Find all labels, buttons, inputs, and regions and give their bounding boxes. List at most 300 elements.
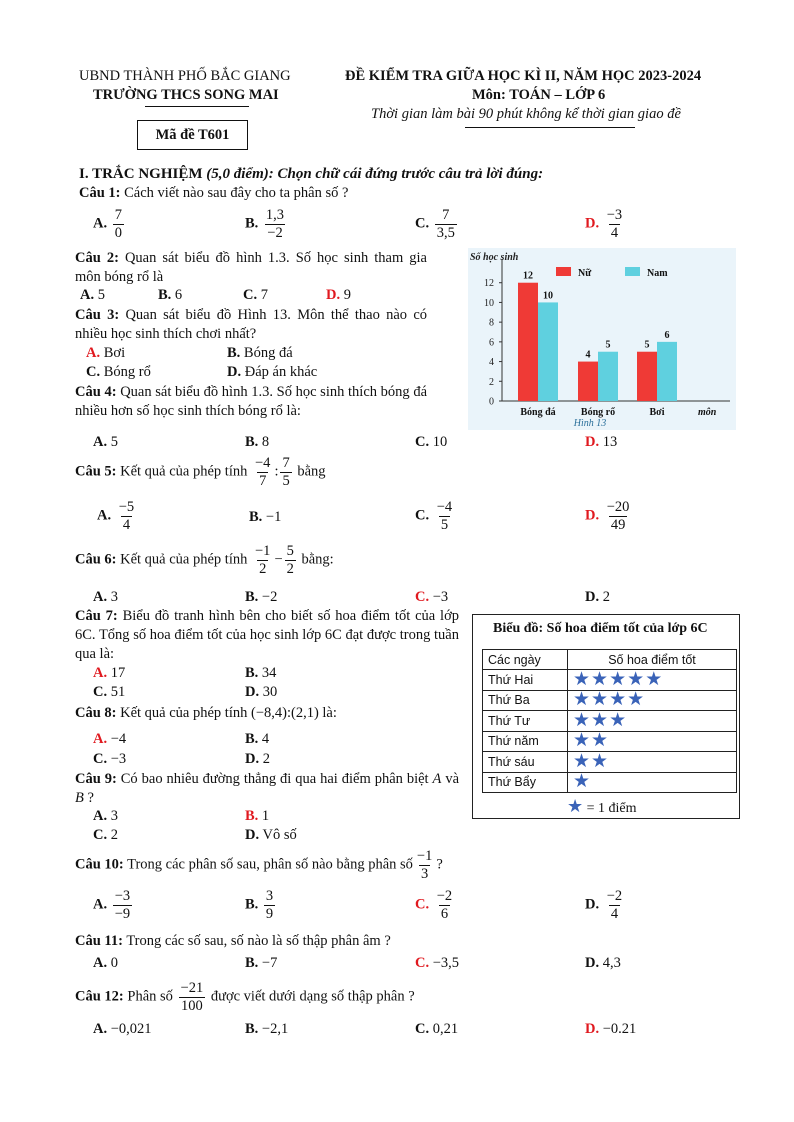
pictograph-title: Biểu đồ: Số hoa điểm tốt của lớp 6C — [493, 621, 708, 636]
opt-text: 2 — [110, 827, 118, 843]
legend-swatch-nữ — [556, 267, 571, 276]
q2-option-a[interactable] — [80, 287, 105, 304]
q11-label: Câu 11: — [75, 933, 123, 949]
denominator: 3,5 — [436, 224, 455, 241]
star-icon: ★ — [573, 709, 592, 731]
bar-value-label: 10 — [543, 290, 553, 302]
star-icon: ★ — [645, 668, 664, 690]
q4-stem — [75, 383, 427, 421]
star-icon: ★ — [573, 771, 592, 793]
numerator: 7 — [282, 455, 290, 471]
fraction — [605, 499, 632, 533]
bar-value-label: 6 — [664, 329, 670, 341]
q3-option-d[interactable] — [227, 364, 317, 381]
numerator: −3 — [606, 207, 623, 223]
q2-option-c[interactable] — [243, 287, 268, 304]
pictograph-day: Thứ Tư — [483, 711, 568, 732]
q9-stem — [75, 770, 459, 808]
fraction — [605, 207, 624, 241]
denominator: 49 — [610, 516, 626, 533]
opt-text: 10 — [432, 434, 448, 450]
opt-text: 0,21 — [432, 1021, 459, 1037]
bar-value-label: 5 — [644, 339, 650, 351]
opt-letter: D. — [585, 896, 600, 913]
pictograph-day: Thứ Ba — [483, 690, 568, 711]
bar-nam-1 — [598, 352, 618, 401]
y-tick-label: 0 — [489, 396, 494, 408]
q8-post: là: — [322, 705, 337, 721]
opt-letter: C. — [93, 684, 108, 700]
q11-option-a[interactable] — [93, 955, 118, 972]
y-axis-label: Số học sinh — [470, 252, 519, 263]
q12-pre: Phân số — [127, 988, 173, 1005]
opt-text: −3 — [432, 589, 449, 605]
opt-letter: B. — [158, 287, 172, 303]
header-left-line1: UBND THÀNH PHỐ BẮC GIANG — [79, 68, 291, 84]
fraction — [435, 888, 454, 922]
opt-letter: A. — [93, 434, 108, 450]
opt-letter: D. — [585, 215, 600, 232]
q8-option-a[interactable] — [93, 731, 126, 748]
q3-text: Quan sát biểu đồ Hình 13. Môn thể thao nào có nhiều học sinh thích chơi nhất? — [75, 307, 428, 342]
q10-option-b[interactable] — [245, 888, 277, 922]
opt-letter: C. — [415, 434, 430, 450]
opt-text: 9 — [343, 287, 351, 303]
star-icon: ★ — [573, 668, 592, 690]
denominator: 5 — [282, 472, 290, 489]
opt-text: Đáp án khác — [244, 364, 318, 380]
y-tick-label: 4 — [489, 357, 494, 369]
q9-option-c[interactable] — [93, 827, 118, 844]
opt-text: 7 — [260, 287, 268, 303]
star-icon: ★ — [573, 750, 592, 772]
opt-text: 8 — [261, 434, 270, 450]
q1-stem — [79, 185, 348, 202]
q5-option-d[interactable] — [585, 499, 633, 533]
opt-text: 34 — [261, 665, 277, 681]
q10-text: Trong các phân số sau, phân số nào bằng phân số — [127, 856, 413, 873]
numerator: −3 — [114, 888, 131, 904]
q10-option-a[interactable] — [93, 888, 134, 922]
star-icon: ★ — [573, 730, 592, 752]
q6-option-d[interactable] — [585, 589, 610, 606]
pictograph-col1-header: Các ngày — [483, 650, 568, 670]
denominator: 2 — [259, 560, 267, 577]
opt-text: 13 — [602, 434, 618, 450]
fraction — [280, 455, 291, 489]
star-icon: ★ — [591, 668, 610, 690]
opt-letter: B. — [245, 665, 259, 681]
section1-heading — [79, 166, 543, 183]
q10-stem — [75, 848, 443, 882]
opt-text: 4,3 — [602, 955, 621, 971]
opt-letter: D. — [585, 434, 600, 450]
opt-letter: D. — [585, 1021, 600, 1037]
q4-option-d[interactable] — [585, 434, 617, 451]
q8-label: Câu 8: — [75, 705, 117, 721]
opt-letter: A. — [93, 665, 108, 681]
denominator: 4 — [122, 516, 131, 533]
chart-layer — [470, 252, 730, 429]
opt-letter: A. — [93, 589, 108, 605]
q7-option-a[interactable] — [93, 665, 125, 682]
q7-label: Câu 7: — [75, 608, 118, 624]
denominator: 5 — [440, 516, 449, 533]
q8-option-b[interactable] — [245, 731, 269, 748]
star-icon: ★ — [609, 709, 628, 731]
q2-label: Câu 2: — [75, 250, 119, 266]
numerator: −4 — [255, 455, 271, 471]
opt-letter: A. — [97, 507, 112, 524]
opt-letter: B. — [249, 509, 263, 525]
legend-swatch-nam — [625, 267, 640, 276]
q8-option-d[interactable] — [245, 751, 270, 768]
numerator: −1 — [416, 848, 433, 864]
opt-text: −3 — [110, 751, 127, 767]
numerator: −2 — [606, 888, 623, 904]
fraction — [605, 888, 624, 922]
q5-option-c[interactable] — [415, 499, 456, 533]
q5-label: Câu 5: — [75, 463, 117, 480]
pictograph-col2-header: Số hoa điểm tốt — [568, 650, 737, 670]
q12-stem — [75, 980, 415, 1014]
opt-text: −3,5 — [432, 955, 460, 971]
exam-code: Mã đề T601 — [155, 126, 230, 143]
q11-stem — [75, 933, 391, 950]
opt-text: 2 — [262, 751, 270, 767]
q6-label: Câu 6: — [75, 551, 117, 568]
q4-option-b[interactable] — [245, 434, 269, 451]
opt-letter: C. — [415, 955, 430, 971]
denominator: 4 — [610, 224, 619, 241]
q3-option-a[interactable] — [86, 345, 125, 362]
opt-letter: C. — [415, 589, 430, 605]
q8-pre: Kết quả của phép tính — [120, 705, 248, 721]
opt-letter: A. — [80, 287, 95, 303]
pictograph-legend — [567, 796, 637, 817]
opt-letter: B. — [245, 589, 259, 605]
q5-post: bằng — [297, 463, 326, 480]
fraction — [285, 543, 296, 577]
opt-text: −2,1 — [261, 1021, 289, 1037]
fraction — [179, 980, 206, 1014]
star-icon: ★ — [567, 796, 584, 816]
pictograph-stars — [568, 711, 737, 732]
pictograph-header-row — [483, 650, 737, 670]
q6-stem — [75, 543, 334, 577]
numerator: −4 — [436, 499, 453, 515]
opt-text: −7 — [261, 955, 278, 971]
q12-post: được viết dưới dạng số thập phân ? — [210, 988, 415, 1005]
bar-nữ-2 — [637, 352, 657, 401]
opt-text: Bơi — [103, 345, 126, 361]
denominator: 3 — [421, 865, 429, 882]
fraction — [435, 499, 454, 533]
q12-option-b[interactable] — [245, 1021, 288, 1038]
opt-letter: A. — [93, 731, 108, 747]
y-tick-label: 8 — [489, 317, 494, 329]
q1-option-c[interactable] — [415, 207, 459, 241]
q10-option-d[interactable] — [585, 888, 626, 922]
opt-text: 1 — [261, 808, 270, 824]
opt-letter: D. — [245, 684, 260, 700]
opt-letter: C. — [415, 507, 430, 524]
opt-text: Vô số — [262, 827, 297, 843]
opt-letter: C. — [415, 215, 430, 232]
fraction — [264, 888, 275, 922]
y-tick-label: 2 — [489, 376, 494, 388]
legend-label: Nữ — [578, 268, 592, 279]
pictograph-day: Thứ sáu — [483, 752, 568, 773]
q10-option-c[interactable] — [415, 888, 456, 922]
opt-letter: C. — [415, 1021, 430, 1037]
opt-letter: D. — [326, 287, 341, 303]
opt-text: 2 — [602, 589, 610, 605]
opt-letter: C. — [93, 827, 108, 843]
opt-text: −1 — [265, 509, 282, 525]
denominator: 0 — [114, 224, 122, 241]
fraction — [117, 499, 136, 533]
bar-value-label: 12 — [523, 270, 533, 282]
q1-text: Cách viết nào sau đây cho ta phân số ? — [124, 185, 349, 201]
opt-text: −2 — [261, 589, 278, 605]
q12-option-c[interactable] — [415, 1021, 458, 1038]
star-icon: ★ — [627, 689, 646, 711]
bar-nam-2 — [657, 342, 677, 401]
opt-text: −4 — [110, 731, 127, 747]
denominator: 6 — [440, 905, 449, 922]
x-tick-label: Bóng rổ — [580, 407, 616, 418]
q5-stem — [75, 455, 326, 489]
q9-option-d[interactable] — [245, 827, 297, 844]
q6-pre: Kết quả của phép tính — [120, 551, 248, 568]
exam-code-box — [137, 120, 248, 150]
numerator: −5 — [118, 499, 135, 515]
opt-text: 0 — [110, 955, 118, 971]
opt-text: 6 — [174, 287, 183, 303]
q6-post: bằng: — [301, 551, 334, 568]
opt-letter: B. — [245, 731, 259, 747]
operator: : — [274, 463, 279, 480]
q8-option-c[interactable] — [93, 751, 126, 768]
denominator: 2 — [286, 560, 294, 577]
q6-option-a[interactable] — [93, 589, 118, 606]
q4-label: Câu 4: — [75, 384, 117, 400]
q12-label: Câu 12: — [75, 988, 124, 1005]
star-icon: ★ — [609, 689, 628, 711]
opt-letter: B. — [245, 215, 259, 232]
opt-letter: D. — [585, 955, 600, 971]
q10-qm: ? — [436, 856, 443, 873]
pictograph-row — [483, 711, 737, 732]
opt-text: 3 — [110, 808, 118, 824]
q9-text: Có bao nhiêu đường thẳng đi qua hai điểm phân biệt — [120, 771, 429, 787]
q3-label: Câu 3: — [75, 307, 120, 323]
opt-letter: C. — [86, 364, 101, 380]
bar-value-label: 5 — [605, 339, 611, 351]
numerator: −21 — [180, 980, 204, 996]
opt-letter: D. — [585, 589, 600, 605]
star-icon: ★ — [591, 689, 610, 711]
denominator: 7 — [259, 472, 267, 489]
fraction — [435, 207, 457, 241]
opt-letter: B. — [227, 345, 241, 361]
pictograph-row — [483, 731, 737, 752]
numerator: 3 — [265, 888, 274, 904]
q9-option-a[interactable] — [93, 808, 118, 825]
q5-option-b[interactable] — [249, 509, 281, 526]
operator: − — [274, 551, 283, 568]
q7-option-d[interactable] — [245, 684, 277, 701]
pictograph-stars — [568, 731, 737, 752]
opt-text: Bóng rổ — [103, 364, 151, 380]
bar-nam-0 — [538, 302, 558, 401]
pictograph-body — [483, 670, 737, 793]
q12-option-d[interactable] — [585, 1021, 636, 1038]
x-axis-label: môn — [698, 407, 717, 418]
bar-nữ-0 — [518, 283, 538, 401]
q9-option-b[interactable] — [245, 808, 269, 825]
opt-text: 5 — [110, 434, 118, 450]
opt-letter: B. — [245, 896, 259, 913]
opt-letter: B. — [245, 1021, 259, 1037]
q4-option-c[interactable] — [415, 434, 447, 451]
pictograph-table — [482, 649, 737, 793]
opt-text: 51 — [110, 684, 126, 700]
q11-option-d[interactable] — [585, 955, 621, 972]
opt-letter: D. — [585, 507, 600, 524]
exam-title: ĐỀ KIỂM TRA GIỮA HỌC KÌ II, NĂM HỌC 2023-2024 — [345, 68, 702, 84]
pictograph-row — [483, 752, 737, 773]
q11-option-b[interactable] — [245, 955, 277, 972]
legend-text: = 1 điểm — [586, 801, 637, 816]
denominator: −9 — [114, 905, 131, 922]
opt-letter: B. — [245, 955, 259, 971]
opt-letter: A. — [93, 215, 108, 232]
y-tick-label: 6 — [489, 337, 494, 349]
q4-text: Quan sát biểu đồ hình 1.3. Số học sinh thích bóng đá nhiều hơn số học sinh thích bóng rổ là: — [75, 384, 428, 419]
opt-letter: A. — [93, 896, 108, 913]
section1-points: (5,0 điểm): — [206, 166, 274, 182]
pictograph-stars — [568, 772, 737, 793]
legend-label: Nam — [647, 268, 668, 279]
q12-option-a[interactable] — [93, 1021, 152, 1038]
q11-option-c[interactable] — [415, 955, 459, 972]
q10-label: Câu 10: — [75, 856, 124, 873]
fraction — [113, 888, 132, 922]
bar-chart — [468, 248, 736, 430]
header-right-underline — [465, 127, 635, 128]
point-a: A — [432, 771, 442, 787]
opt-letter: D. — [227, 364, 242, 380]
header-left-underline — [145, 106, 249, 107]
q2-text: Quan sát biểu đồ hình 1.3. Số học sinh tham gia môn bóng rổ là — [75, 250, 427, 285]
numerator: 5 — [286, 543, 294, 559]
bar-nữ-1 — [578, 362, 598, 401]
q3-option-c[interactable] — [86, 364, 151, 381]
opt-text: Bóng đá — [243, 345, 293, 361]
y-tick-label: 12 — [484, 278, 494, 290]
fraction — [264, 207, 286, 241]
q9-label: Câu 9: — [75, 771, 117, 787]
fraction — [415, 848, 434, 882]
fraction — [253, 455, 272, 489]
numerator: 7 — [442, 207, 450, 223]
q1-option-b[interactable] — [245, 207, 288, 241]
numerator: −20 — [606, 499, 630, 515]
q5-option-a[interactable] — [97, 499, 138, 533]
q7-text: Biểu đồ tranh hình bên cho biết số hoa điểm tốt của lớp 6C. Tổng số hoa điểm tốt của học sinh lớp 6C đạt được trong tuần qua là: — [75, 608, 459, 662]
pictograph-row — [483, 670, 737, 691]
opt-letter: D. — [245, 751, 260, 767]
q5-pre: Kết quả của phép tính — [120, 463, 248, 480]
pictograph-row — [483, 772, 737, 793]
denominator: 100 — [181, 997, 203, 1014]
subject-line: Môn: TOÁN – LỚP 6 — [472, 87, 606, 103]
denominator: 9 — [265, 905, 274, 922]
q2-option-d[interactable] — [326, 287, 351, 304]
pictograph-row — [483, 690, 737, 711]
bar-value-label: 4 — [585, 349, 591, 361]
x-tick-label: Bóng đá — [520, 407, 556, 418]
star-icon: ★ — [591, 730, 610, 752]
chart-caption: Hình 13 — [573, 418, 607, 429]
q8-stem — [75, 705, 337, 722]
q3-option-b[interactable] — [227, 345, 293, 362]
star-icon: ★ — [573, 689, 592, 711]
opt-text: −0.21 — [602, 1021, 637, 1037]
fraction — [113, 207, 124, 241]
q7-stem — [75, 607, 459, 664]
denominator: −2 — [267, 224, 283, 241]
opt-letter: A. — [86, 345, 101, 361]
q1-option-a[interactable] — [93, 207, 126, 241]
opt-text: 30 — [262, 684, 278, 700]
star-icon: ★ — [591, 709, 610, 731]
q3-stem — [75, 306, 427, 344]
opt-letter: A. — [93, 808, 108, 824]
q2-option-b[interactable] — [158, 287, 182, 304]
q1-option-d[interactable] — [585, 207, 626, 241]
opt-letter: C. — [93, 751, 108, 767]
opt-letter: C. — [415, 896, 430, 913]
opt-letter: B. — [245, 434, 259, 450]
opt-letter: A. — [93, 1021, 108, 1037]
q6-option-c[interactable] — [415, 589, 448, 606]
q7-option-c[interactable] — [93, 684, 125, 701]
numerator: −1 — [255, 543, 271, 559]
denominator: 4 — [610, 905, 619, 922]
q11-text: Trong các số sau, số nào là số thập phân âm ? — [126, 933, 391, 949]
q4-option-a[interactable] — [93, 434, 118, 451]
opt-text: 4 — [261, 731, 270, 747]
opt-letter: D. — [245, 827, 260, 843]
pictograph-stars — [568, 752, 737, 773]
pictograph-day: Thứ năm — [483, 731, 568, 752]
opt-letter: C. — [243, 287, 258, 303]
opt-letter: A. — [93, 955, 108, 971]
q6-option-b[interactable] — [245, 589, 277, 606]
star-icon: ★ — [609, 668, 628, 690]
opt-text: −0,021 — [110, 1021, 152, 1037]
q7-option-b[interactable] — [245, 665, 276, 682]
section1-title: I. TRẮC NGHIỆM — [79, 166, 203, 182]
opt-letter: B. — [245, 808, 259, 824]
q9-qm: ? — [87, 790, 94, 806]
pictograph-stars — [568, 670, 737, 691]
pictograph-day: Thứ Hai — [483, 670, 568, 691]
q1-label: Câu 1: — [79, 185, 121, 201]
